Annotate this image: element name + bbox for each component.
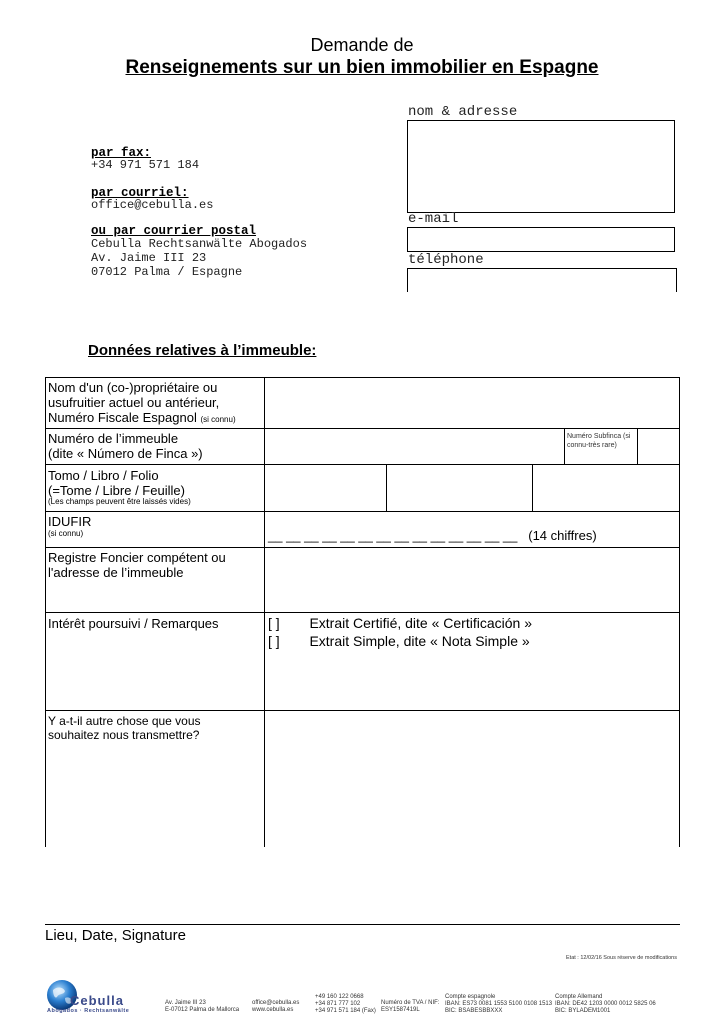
owner-input[interactable] (265, 378, 679, 428)
footer-address-line: E-07012 Palma de Mallorca (165, 1006, 240, 1013)
table-row-line (45, 612, 680, 613)
page-title: Demande de (310, 35, 414, 55)
footer-vat-value: ESY1587419L (381, 1006, 420, 1013)
footer-phone-line: +49 160 122 0668 (315, 994, 364, 1000)
owner-label-text: Nom d'un (co-)propriétaire ou usufruitier actuel ou antérieur, Numéro Fiscale Espagnol (48, 380, 220, 425)
phone-label: téléphone (408, 252, 484, 268)
finca-label-1: Numéro de l’immeuble (48, 431, 179, 446)
footer-vat-label: Numéro de TVA / NIF: (381, 1000, 440, 1006)
checkbox-certificacion[interactable]: [ ] (268, 615, 280, 631)
option-nota-simple-text: Extrait Simple, dite « Nota Simple » (309, 633, 530, 649)
other-label: Y a-t-il autre chose que vous souhaitez nous transmettre? (48, 714, 201, 742)
tomo-label-2: (=Tome / Libre / Feuille) (48, 483, 185, 498)
footer-address (165, 1000, 239, 1014)
signature-line (45, 924, 680, 925)
finca-label-2: (dite « Número de Finca ») (48, 446, 203, 461)
email-label: e-mail (408, 211, 459, 227)
folio-input[interactable] (533, 465, 679, 511)
footer-web (252, 1000, 299, 1014)
footer-bank-line: Compte espagnole (445, 994, 496, 1000)
footer-bank-line: IBAN: DE42 1203 0000 0012 5825 06 (555, 1000, 656, 1007)
idufir-label: IDUFIR (48, 514, 92, 529)
post-line-2: Av. Jaime III 23 (91, 251, 207, 265)
subfinca-divider (564, 428, 565, 464)
tomo-label-1: Tomo / Libro / Folio (48, 468, 159, 483)
fax-label: par fax: (91, 146, 152, 160)
finca-input[interactable] (265, 429, 564, 464)
logo-wordmark: Cebulla (70, 993, 124, 1008)
other-input[interactable] (265, 711, 679, 847)
name-address-field[interactable] (407, 120, 675, 213)
option-certificacion[interactable] (268, 614, 532, 632)
interest-label: Intérêt poursuivi / Remarques (48, 616, 219, 631)
owner-label (48, 380, 260, 427)
footer-bank-es (445, 994, 552, 1014)
footer-phone-line: +34 971 571 184 (Fax) (315, 1007, 376, 1014)
post-line-1: Cebulla Rechtsanwälte Abogados (91, 237, 308, 251)
option-certificacion-text: Extrait Certifié, dite « Certificación » (309, 615, 532, 631)
registry-input[interactable] (265, 548, 679, 612)
footer-phone-line: +34 871 777 102 (315, 1000, 361, 1007)
signature-label: Lieu, Date, Signature (45, 927, 186, 944)
footer-bank-line: BIC: BSABESBBXXX (445, 1007, 503, 1014)
email-field[interactable] (407, 227, 675, 252)
table-row-line (45, 511, 680, 512)
post-label: ou par courrier postal (91, 224, 257, 238)
page-subtitle: Renseignements sur un bien immobilier en Espagne (125, 57, 599, 78)
logo-subtitle: Abogados · Rechtsanwälte (47, 1008, 130, 1014)
mail-label: par courriel: (91, 186, 189, 200)
footer-website-link[interactable]: www.cebulla.es (252, 1006, 294, 1013)
status-note: Etat : 12/02/16 Sous réserve de modifications (566, 955, 677, 961)
fax-value: +34 971 571 184 (91, 158, 200, 172)
subfinca-input[interactable] (638, 429, 679, 464)
idufir-hint: (si connu) (48, 529, 84, 538)
footer-vat (381, 1000, 439, 1014)
owner-hint: (si connu) (200, 415, 236, 424)
phone-field[interactable] (407, 268, 677, 292)
idufir-digits-hint: (14 chiffres) (528, 528, 597, 543)
footer-bank-line: IBAN: ES73 0081 1553 5100 0108 1513 (445, 1000, 553, 1007)
registry-label: Registre Foncier compétent ou l'adresse de l’immeuble (48, 550, 226, 580)
section-title: Données relatives à l’immeuble: (88, 342, 317, 359)
idufir-blank: __ __ __ __ __ __ __ __ __ __ __ __ __ __ (268, 528, 518, 543)
footer-address-line: Av. Jaime III 23 (165, 1000, 206, 1006)
libro-input[interactable] (387, 465, 532, 511)
footer-phones (315, 994, 376, 1014)
name-address-label: nom & adresse (408, 104, 518, 120)
tomo-hint: (Les champs peuvent être laissés vides) (48, 497, 191, 506)
footer-bank-de (555, 994, 656, 1014)
footer-bank-line: BIC: BYLADEM1001 (555, 1007, 611, 1014)
footer-email-link[interactable]: office@cebulla.es (252, 1000, 300, 1006)
checkbox-nota-simple[interactable]: [ ] (268, 633, 280, 649)
subfinca-label: Numéro Subfinca (si connu-très rare) (567, 433, 631, 449)
option-nota-simple[interactable] (268, 632, 530, 650)
mail-value[interactable]: office@cebulla.es (91, 198, 214, 212)
footer-bank-line: Compte Allemand (555, 994, 603, 1000)
tomo-input[interactable] (265, 465, 386, 511)
post-line-3: 07012 Palma / Espagne (91, 265, 243, 279)
idufir-input[interactable] (268, 528, 597, 543)
